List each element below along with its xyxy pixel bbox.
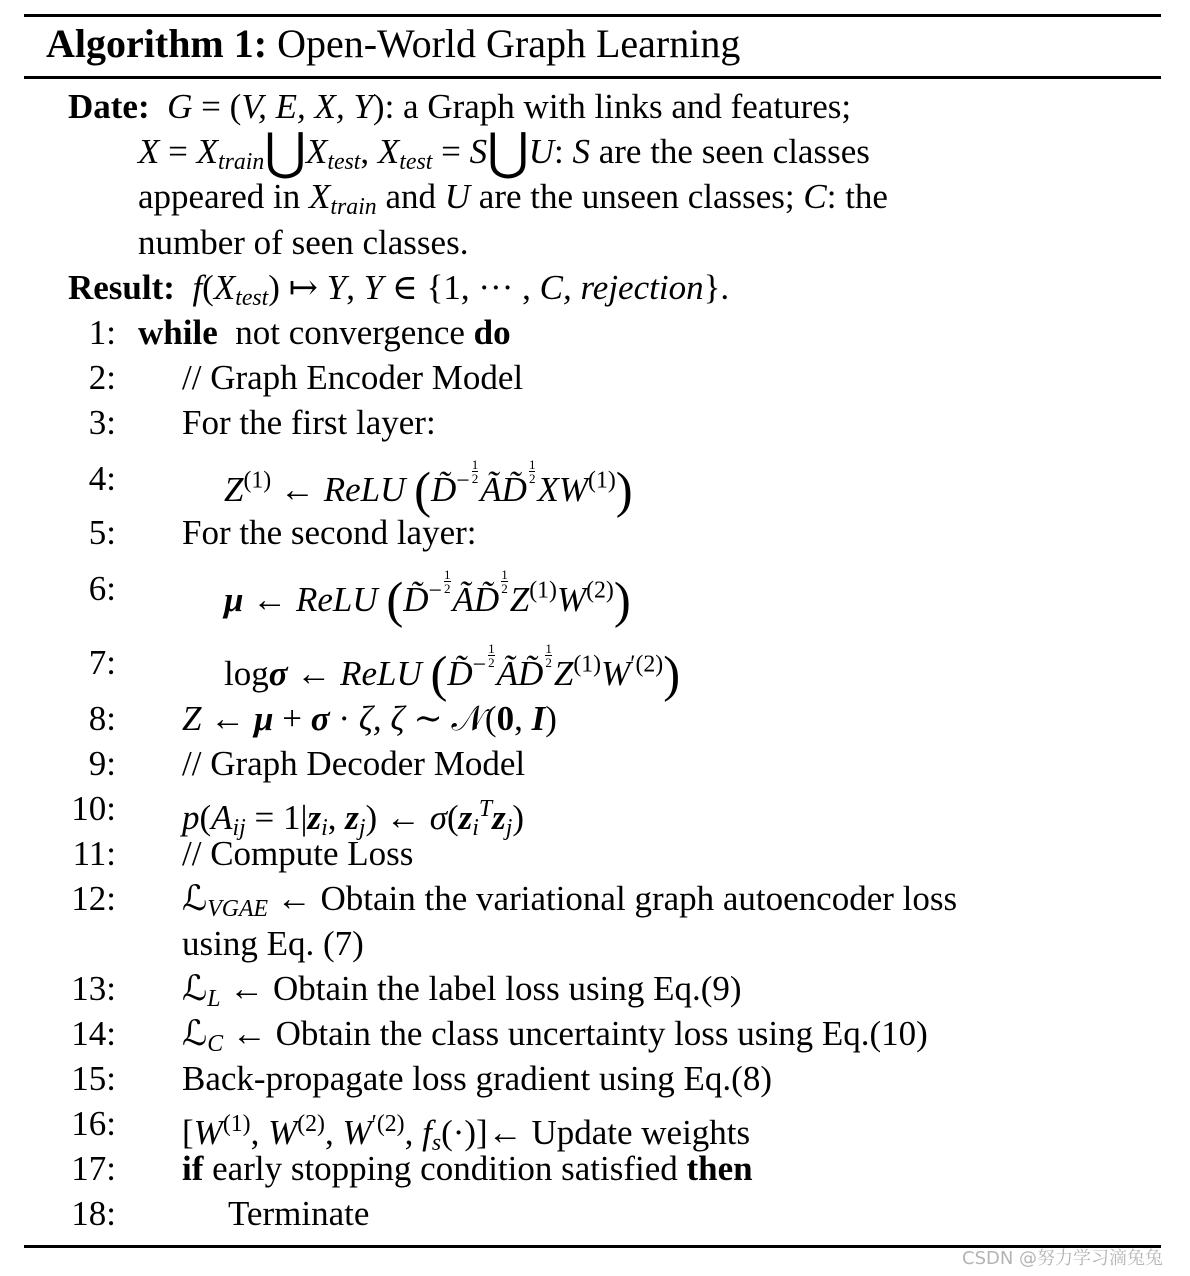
date-line-1: Date: G = (V, E, X, Y): a Graph with links and features; [68,87,852,126]
step-3: For the first layer: [182,403,436,442]
step-number: 6: [88,569,116,608]
step-14: ℒ$_C$ ← Obtain the class uncertainty loss using Eq.(10) [182,1014,928,1057]
step-number: 8: [88,699,116,738]
step-number: 4: [88,459,116,498]
step-2: // Graph Encoder Model [182,358,524,397]
step-number: 5: [88,513,116,552]
step-number: 7: [88,643,116,682]
step-number: 18: [71,1194,116,1233]
step-number: 1: [88,313,116,352]
step-1: while not convergence do [138,313,511,352]
step-number: 17: [71,1149,116,1188]
top-rule [24,14,1161,17]
step-number: 15: [71,1059,116,1098]
title-rule [24,76,1161,79]
step-18: Terminate [228,1194,370,1233]
result-label: Result: [68,268,175,307]
algorithm-title [46,20,740,68]
algorithm-label: Algorithm 1: [46,21,268,66]
step-10: $p(A_{ij} = 1|z_i$, $z_j$) ← $\sigma(z_i^Tz_j)$ [182,796,525,842]
step-12: ℒ$_{VGAE}$ ← Obtain the variational graph autoencoder loss [182,879,958,922]
step-number: 14: [71,1014,116,1053]
algorithm-name: Open-World Graph Learning [277,21,741,66]
date-label: Date: [68,87,150,126]
step-number: 9: [88,744,116,783]
date-line-2: $X = X_{train}⋃X_{test}$, $X_{test}$ = S⋃U: S are the seen classes [138,124,870,181]
step-15: Back-propagate loss gradient using Eq.(8) [182,1059,772,1098]
step-4: $Z^{(1)}$ ← ReLU (D̃$^{- \frac{1}{2}}$ ÃD̃ $^{\frac{1}{2}}$ XW$^{(1)}$) [224,457,633,518]
step-13: ℒ$_L$ ← Obtain the label loss using Eq.(9) [182,969,742,1012]
step-number: 12: [71,879,116,918]
step-12-cont: using Eq. (7) [182,924,364,963]
step-17: if early stopping condition satisfied then [182,1149,753,1188]
step-6: μ ← ReLU (D̃$^{- \frac{1}{2}}$ ÃD̃ $^{\frac{1}{2}}$ $Z^{(1)}W^{(2)}$) [224,567,631,628]
step-11: // Compute Loss [182,834,414,873]
result-line: Result: $f(X_{test})$ ↦ Y, Y ∈ {1, ··· , C, rejection}. [68,268,730,311]
watermark: CSDN @努力学习滴兔兔 [962,1248,1164,1269]
step-5: For the second layer: [182,513,477,552]
step-number: 13: [71,969,116,1008]
step-16: [$W^{(1)}$, $W^{(2)}$, $W^{'(2)}$, $f_s(\cdot)]\leftarrow$ Update weights [182,1111,751,1157]
date-line-4: number of seen classes. [138,223,469,262]
step-number: 3: [88,403,116,442]
step-number: 16: [71,1104,116,1143]
step-number: 10: [71,789,116,828]
step-9: // Graph Decoder Model [182,744,526,783]
date-line-3: appeared in $X_{train}$ and U are the unseen classes; C: the [138,177,888,220]
step-8: Z ← μ + σ · ζ, ζ ∼ 𝒩(0, I) [182,699,557,738]
step-7: logσ ← ReLU (D̃$^{- \frac{1}{2}}$ ÃD̃ $^{\frac{1}{2}}$ $Z^{(1)}W^{'(2)}$) [224,641,681,702]
step-number: 2: [88,358,116,397]
step-number: 11: [72,834,116,873]
